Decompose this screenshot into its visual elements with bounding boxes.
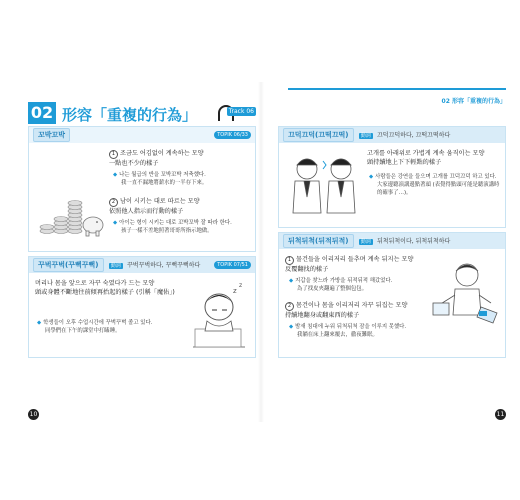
svg-text:z: z <box>239 282 243 289</box>
dozing-student-illustration <box>187 281 251 351</box>
sense-number: 2 <box>109 198 118 207</box>
page-number: 10 <box>29 411 38 418</box>
arrow-icon: ◆ <box>369 174 374 180</box>
entry-word: 끄덕끄덕(끄떡끄떡) <box>283 128 354 142</box>
example-1 <box>369 173 503 197</box>
example-ko: 사람들은 강연을 들으며 고개를 끄덕끄덕 하고 있다. <box>375 174 497 180</box>
sense-number: 2 <box>285 302 294 311</box>
topik-badge: TOPIK 06/33 <box>214 131 251 139</box>
example-2 <box>289 323 429 339</box>
svg-text:z: z <box>233 287 237 295</box>
example-ko: 아이는 형이 시키는 대로 꼬박꼬박 잘 따라 한다. <box>119 220 232 226</box>
header-rule <box>288 88 506 90</box>
sense-definition-zh: 頭或身體不斷地往前傾再抬起的樣子 (引稱「魔佑」) <box>35 289 175 296</box>
sense-2 <box>109 197 249 216</box>
entry-word: 꾸벅꾸벅(꾸뻑꾸뻑) <box>33 258 104 272</box>
page-number: 11 <box>496 411 505 418</box>
entry-word: 뒤척뒤척(뒤적뒤적) <box>283 234 354 248</box>
sense-definition-ko: 물건들을 이리저리 들추며 계속 뒤지는 모양 <box>296 256 414 263</box>
arrow-icon: ◆ <box>289 278 294 284</box>
sense-definition-ko: 머리나 몸을 앞으로 자꾸 숙였다가 드는 모양 <box>35 280 155 287</box>
sense-definition-ko: 몸건이나 몸을 이리저리 자꾸 뒤집는 모양 <box>296 302 408 309</box>
example-ko: 나는 월급의 반을 꼬박꼬박 저축했다. <box>119 172 206 178</box>
example-zh: 我躺在床上翻來覆去，徹夜難眠。 <box>297 332 378 338</box>
sense-1 <box>35 279 180 297</box>
sense-1 <box>285 255 425 274</box>
sense-1 <box>367 149 501 167</box>
entry-card-kkeudeok <box>278 126 506 228</box>
topik-badge: TOPIK 07/51 <box>214 261 251 269</box>
sense-number: 1 <box>109 150 118 159</box>
example-zh: 我一直不漏地將薪水的一半存下來。 <box>121 180 208 186</box>
example-1 <box>37 319 187 335</box>
derivative-forms: 꾸벅꾸벅하다, 꾸뻑꾸뻑하다 <box>126 262 201 269</box>
entry-header <box>29 127 255 143</box>
sense-number: 1 <box>285 256 294 265</box>
entry-header <box>29 257 255 273</box>
derivative-forms: 끄덕끄덕하다, 끄떡끄떡하다 <box>376 132 451 139</box>
left-page <box>28 88 256 420</box>
book-gutter <box>258 82 264 422</box>
entry-card-kkubeok <box>28 256 256 358</box>
arrow-icon: ◆ <box>113 220 118 226</box>
chapter-header <box>28 102 256 126</box>
sense-definition-zh: 持續地翻身或翻東西的樣子 <box>285 312 360 319</box>
running-header: 02 形容「重複的行為」 <box>441 98 506 105</box>
entry-card-kkobak <box>28 126 256 252</box>
sense-2 <box>285 301 425 320</box>
sense-definition-zh: 一點也不少的樣子 <box>109 160 159 167</box>
entry-word: 꼬박꼬박 <box>33 128 70 142</box>
sense-definition-zh: 依照他人指示而行動的樣子 <box>109 208 184 215</box>
example-1 <box>289 277 429 293</box>
sense-1 <box>109 149 249 168</box>
example-2 <box>113 219 253 235</box>
example-ko: 학생들이 오후 수업시간에 꾸벅꾸벅 졸고 있다. <box>43 320 153 326</box>
example-ko: 밤새 침대에 누워 뒤척뒤척 잠을 이루지 못했다. <box>295 324 407 330</box>
example-1 <box>113 171 253 187</box>
nodding-people-illustration <box>287 151 363 223</box>
example-zh: 孩子一樣不差地照著哥哥所指示地做。 <box>121 228 213 234</box>
derivative-forms: 뒤척뒤척이다, 뒤척뒤척하다 <box>376 238 451 245</box>
arrow-icon: ◆ <box>37 320 42 326</box>
coins-piggybank-illustration <box>35 155 105 245</box>
chapter-number: 02 <box>28 102 56 124</box>
sense-definition-zh: 反覆翻找的樣子 <box>285 266 329 273</box>
entry-header <box>279 127 505 143</box>
part-of-speech: 動詞 <box>110 263 121 269</box>
example-zh: 同學們在下午的課堂中打瞌睡。 <box>45 328 121 334</box>
part-of-speech: 動詞 <box>360 133 371 139</box>
entry-header <box>279 233 505 249</box>
sense-definition-ko: 남이 시키는 대로 따르는 모양 <box>120 198 200 205</box>
example-ko: 지갑을 찾느라 가방을 뒤적뒤적 해갔었다. <box>295 278 393 284</box>
example-zh: 大家邊聽演講邊點著頭 (表覺得點頭可能是聽演講時的確事了…)。 <box>377 182 500 196</box>
part-of-speech: 動詞 <box>360 239 371 245</box>
sense-definition-ko: 고개를 아래위로 가볍게 계속 움직이는 모양 <box>367 150 485 157</box>
arrow-icon: ◆ <box>289 324 294 330</box>
track-tag: Track 06 <box>228 108 254 115</box>
right-page <box>278 88 506 420</box>
sense-definition-zh: 頭持續地上下下輕點的樣子 <box>367 159 442 166</box>
chapter-title: 形容「重複的行為」 <box>62 106 198 124</box>
example-zh: 為了找皮夾翻遍了整個包包。 <box>297 286 368 292</box>
arrow-icon: ◆ <box>113 172 118 178</box>
entry-card-dwicheok <box>278 232 506 358</box>
sense-definition-ko: 조금도 어김없이 계속하는 모양 <box>120 150 204 157</box>
searching-bag-illustration <box>429 257 501 333</box>
